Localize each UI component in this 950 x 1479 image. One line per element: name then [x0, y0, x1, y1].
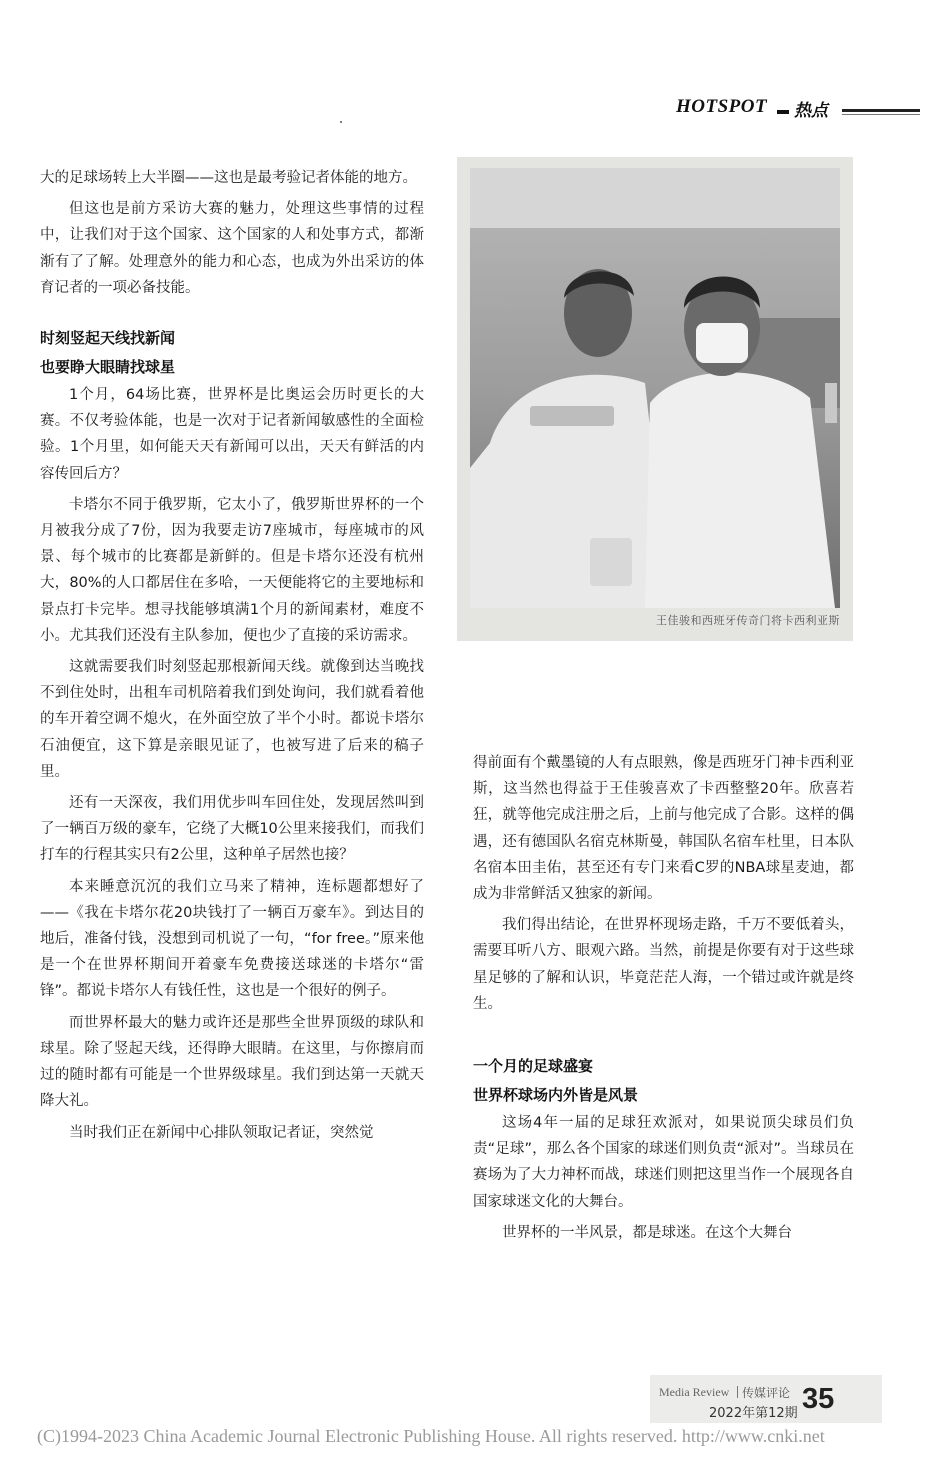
- shirt-logo: [530, 406, 614, 426]
- header-rule: [842, 109, 920, 112]
- paragraph: 我们得出结论，在世界杯现场走路，千万不要低着头，需要耳听八方、眼观六路。当然，前提是你要有对于这些球星足够的了解和认识，毕竟茫茫人海，一个错过或许就是终生。: [473, 917, 854, 1012]
- face-mask: [696, 323, 748, 363]
- journal-name-cn: 传媒评论: [742, 1386, 791, 1400]
- paragraph: 这就需要我们时刻竖起那根新闻天线。就像到达当晚找不到住处时，出租车司机陪着我们到处询问，我们就看着他的车开着空调不熄火，在外面空放了半个小时。都说卡塔尔石油便宜，这下算是亲眼见证了，也被写进了后来的稿子里。: [40, 659, 424, 780]
- section-title-en: HOTSPOT: [676, 96, 768, 117]
- section-title-cn: 热点: [794, 101, 828, 121]
- page-number: 35: [802, 1383, 835, 1415]
- section-subheading: 世界杯球场内外皆是风景: [473, 1086, 639, 1105]
- right-column: [473, 750, 854, 1251]
- section-gap: [473, 1022, 854, 1052]
- paragraph: 世界杯的一半风景，都是球迷。在这个大舞台: [502, 1224, 792, 1241]
- right-person-shirt: [645, 372, 835, 608]
- photo-caption: 王佳骏和西班牙传奇门将卡西利亚斯: [656, 614, 840, 627]
- section-heading: 一个月的足球盛宴: [473, 1057, 594, 1076]
- header-rule-thin: [842, 114, 920, 115]
- header-separator: [777, 110, 789, 114]
- footer-divider: [737, 1386, 738, 1398]
- paragraph: 但这也是前方采访大赛的魅力，处理这些事情的过程中，让我们对于这个国家、这个国家的人和处事方式，都渐渐有了了解。处理意外的能力和心态，也成为外出采访的体育记者的一项必备技能。: [40, 201, 424, 296]
- left-column: [40, 165, 424, 1151]
- photo: [470, 168, 840, 608]
- paragraph: 还有一天深夜，我们用优步叫车回住处，发现居然叫到了一辆百万级的豪车，它绕了大概10公里来接我们，而我们打车的行程其实只有2公里，这种单子居然也接？: [40, 795, 424, 864]
- paragraph: 而世界杯最大的魅力或许还是那些全世界顶级的球队和球星。除了竖起天线，还得睁大眼睛。在这里，与你擦肩而过的随时都有可能是一个世界级球星。我们到达第一天就天降大礼。: [40, 1014, 424, 1110]
- print-speck: [340, 121, 342, 123]
- ceiling: [470, 168, 840, 228]
- copyright-line: (C)1994-2023 China Academic Journal Electronic Publishing House. All rights reserved. http://www.cnki.net: [37, 1426, 825, 1446]
- journal-name-en: Media Review: [659, 1385, 730, 1399]
- paragraph: 这场4年一届的足球狂欢派对，如果说顶尖球员们负责“足球”，那么各个国家的球迷们则负责“派对”。当球员在赛场为了大力神杯而战，球迷们则把这里当作一个展现各自国家球迷文化的大舞台。: [473, 1115, 854, 1210]
- paragraph: 大的足球场转上大半圈——这也是最考验记者体能的地方。: [40, 170, 417, 186]
- section-subheading: 也要睁大眼睛找球星: [40, 358, 176, 377]
- red-sign: [825, 383, 837, 423]
- paragraph: 当时我们正在新闻中心排队领取记者证，突然觉: [69, 1124, 374, 1141]
- held-card: [590, 538, 632, 586]
- paragraph: 本来睡意沉沉的我们立马来了精神，连标题都想好了——《我在卡塔尔花20块钱打了一辆百万豪车》。到达目的地后，准备付钱，没想到司机说了一句，“for free。”原来他是一个在世界杯期间开着豪车免费接送球迷的卡塔尔“雷锋”。都说卡塔尔人有钱任性，这也是一个很好的例子。: [40, 878, 424, 1000]
- paragraph: 得前面有个戴墨镜的人有点眼熟，像是西班牙门神卡西利亚斯，这当然也得益于王佳骏喜欢了卡西整整20年。欣喜若狂，就等他完成注册之后，上前与他完成了合影。这样的偶遇，还有德国队名宿克林斯曼，韩国队名宿车杜里，日本队名宿本田圭佑，甚至还有专门来看C罗的NBA球星麦迪，都成为非常鲜活又独家的新闻。: [473, 755, 854, 903]
- paragraph: 卡塔尔不同于俄罗斯，它太小了，俄罗斯世界杯的一个月被我分成了7份，因为我要走访7座城市，每座城市的风景、每个城市的比赛都是新鲜的。但是卡塔尔还没有杭州大，80%的人口都居住在多哈，一天便能将它的主要地标和景点打卡完毕。想寻找能够填满1个月的新闻素材，难度不小。尤其我们还没有主队参加，便也少了直接的采访需求。: [40, 496, 424, 644]
- photo-illustration: [470, 168, 840, 608]
- page-header: [660, 92, 930, 124]
- section-heading: 时刻竖起天线找新闻: [40, 329, 176, 348]
- paragraph: 1个月，64场比赛，世界杯是比奥运会历时更长的大赛。不仅考验体能，也是一次对于记者新闻敏感性的全面检验。1个月里，如何能天天有新闻可以出，天天有鲜活的内容传回后方？: [40, 387, 424, 482]
- section-gap: [40, 306, 424, 324]
- issue-label: 2022年第12期: [709, 1406, 798, 1421]
